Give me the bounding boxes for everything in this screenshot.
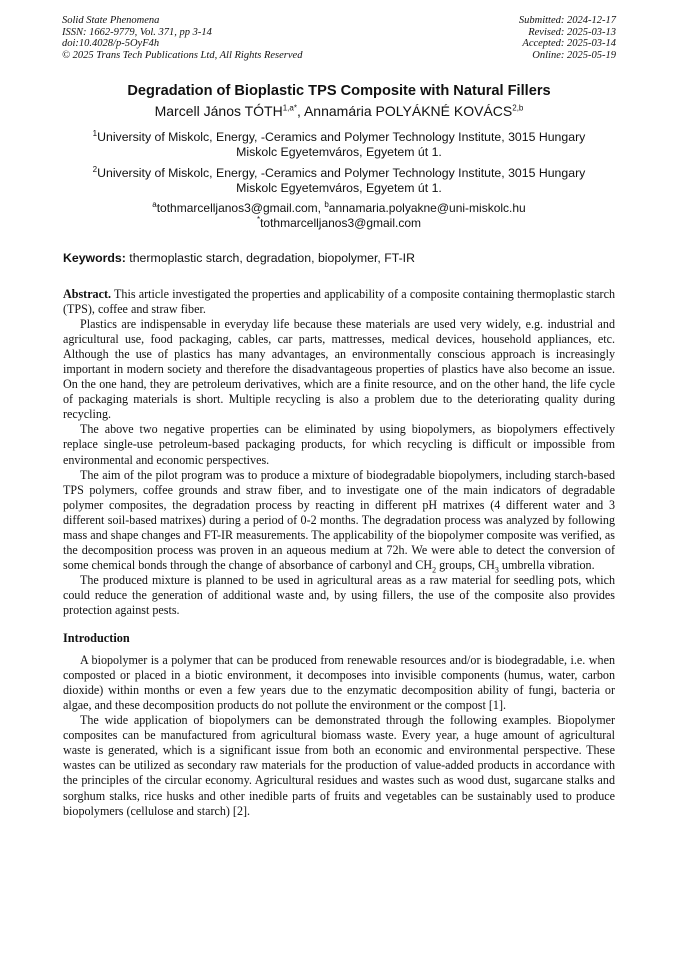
abstract-text-4: The aim of the pilot program was to produce a mixture of biodegradable biopolymers, including starch-based TPS polymers, coffee grounds and straw fiber, and to investigate one of the main indicators of degradable polymer composites, the degradation process by reacting in different pH matrixes (4 different water and 3 different soil-based matrixes) during a period of 0-2 months. The degradation process was analyzed by following mass and shape changes and FT-IR measurements. The applicability of the biopolymer composite was verified, as the decomposition process was proven in an aqueous medium at 72h. We were able to detect the conversion of some chemical bonds through the change of absorbance of carbonyl and CH <box>63 467 615 572</box>
revised-date: Revised: 2025-03-13 <box>528 26 616 38</box>
abstract-paragraph-5: The produced mixture is planned to be used in agricultural areas as a raw material for seedling pots, which could reduce the generation of additional waste and, by using fillers, the use of the composite also provides protection against pests. <box>63 572 615 617</box>
affiliation-2-number: 2 <box>92 164 98 174</box>
online-date: Online: 2025-05-19 <box>532 49 616 61</box>
affiliation-1-line-1: University of Miskolc, Energy, -Ceramics and Polymer Technology Institute, 3015 Hungary <box>97 130 586 144</box>
corresponding-marker: * <box>256 215 261 225</box>
email-b-link[interactable]: annamaria.polyakne@uni-miskolc.hu <box>328 201 526 215</box>
paper-title: Degradation of Bioplastic TPS Composite with Natural Fillers <box>127 83 551 99</box>
keywords-text: thermoplastic starch, degradation, biopolymer, FT-IR <box>125 251 415 265</box>
author-1: Marcell János TÓTH <box>154 103 283 119</box>
email-separator: , <box>317 201 325 215</box>
ch2-subscript: 2 <box>432 565 437 575</box>
author-1-marker: 1,a* <box>282 103 297 113</box>
email-b-marker: b <box>324 200 329 209</box>
abstract-text-4-mid: groups, CH <box>436 557 495 572</box>
introduction-paragraph-2: The wide application of biopolymers can be demonstrated through the following examples. Biopolymer composites can be manufactured from agricultural biomass waste. Every year, a huge amount of agricultural waste is generated, which is a significant issue from both an economic and environmental perspective. These wastes can be utilized as secondary raw materials for the production of value-added products in accordance with the principles of the circular economy. Agricultural residues and wastes such as wood dust, sugarcane stalks and sorghum stalks, rice husks and other inedible parts of fruits and vegetables can be sustainably used to produce biopolymers (cellulose and starch) [2]. <box>63 713 615 818</box>
affiliation-2-line-1: University of Miskolc, Energy, -Ceramics and Polymer Technology Institute, 3015 Hungary <box>97 166 586 180</box>
introduction-heading: Introduction <box>63 631 130 646</box>
abstract-paragraph-2: Plastics are indispensable in everyday life because these materials are used very widely, e.g. industrial and agricultural use, food packaging, cables, car parts, mattresses, medical devices, household appliances, etc. Although the use of plastics has many advantages, an environmentally conscious approach is increasingly important in modern society and therefore the disadvantageous properties of plastics have also become an issue. On the one hand, they are petroleum derivatives, which are a finite resource, and on the other hand, the life cycle of packaging materials is short. Multiple recycling is also a problem due to the deteriorating quality during recycling. <box>63 317 615 422</box>
keywords <box>63 251 415 265</box>
accepted-date: Accepted: 2025-03-14 <box>522 38 616 50</box>
author-2-marker: 2,b <box>512 103 524 113</box>
email-a-marker: a <box>152 200 157 209</box>
publication-dates <box>519 15 616 61</box>
abstract-text-4-end: umbrella vibration. <box>498 557 595 572</box>
abstract-label: Abstract. <box>63 287 112 301</box>
author-line <box>0 103 678 119</box>
affiliation-1-line-2: Miskolc Egyetemváros, Egyetem út 1. <box>236 145 442 160</box>
doi[interactable]: doi:10.4028/p-5OyF4h <box>62 38 160 50</box>
submitted-date: Submitted: 2024-12-17 <box>518 15 616 26</box>
body-text <box>63 287 615 819</box>
ch3-subscript: 3 <box>494 565 499 575</box>
corresponding-email-link[interactable]: tothmarcelljanos3@gmail.com <box>260 216 422 231</box>
email-a-link[interactable]: tothmarcelljanos3@gmail.com <box>156 201 318 215</box>
introduction-paragraph-1: A biopolymer is a polymer that can be produced from renewable resources and/or is biodegradable, i.e. when composted or placed in a biotic environment, it decomposes into invisible components (humus, water, carbon dioxide) within months or even a few years due to the enzymatic decomposition ability of fungi, bacteria or algae, and these decomposition products do not pollute the environment or the compost [1]. <box>63 653 615 713</box>
abstract-paragraph-3: The above two negative properties can be eliminated by using biopolymers, as biopolymers effectively replace single-use petroleum-based packaging products, for which recycling is difficult or impossible from environmental and economic perspectives. <box>63 422 615 467</box>
keywords-label: Keywords: <box>63 251 126 265</box>
abstract-text-1: This article investigated the properties and applicability of a composite containing thermoplastic starch (TPS), coffee and straw fiber. <box>63 287 615 317</box>
issn: ISSN: 1662-9779, Vol. 371, pp 3-14 <box>62 26 212 38</box>
affiliation-1-number: 1 <box>92 128 98 138</box>
affiliation-1 <box>60 130 618 160</box>
affiliation-2 <box>60 166 618 196</box>
contact-emails <box>0 201 678 232</box>
copyright: © 2025 Trans Tech Publications Ltd, All Rights Reserved <box>62 49 303 61</box>
affiliation-2-line-2: Miskolc Egyetemváros, Egyetem út 1. <box>236 181 442 196</box>
author-2: Annamária POLYÁKNÉ KOVÁCS <box>303 103 513 119</box>
abstract-paragraph-4 <box>63 468 615 573</box>
journal-name: Solid State Phenomena <box>62 15 160 26</box>
author-separator: , <box>296 103 304 119</box>
abstract-paragraph-1 <box>63 287 615 317</box>
publication-info <box>62 15 302 61</box>
